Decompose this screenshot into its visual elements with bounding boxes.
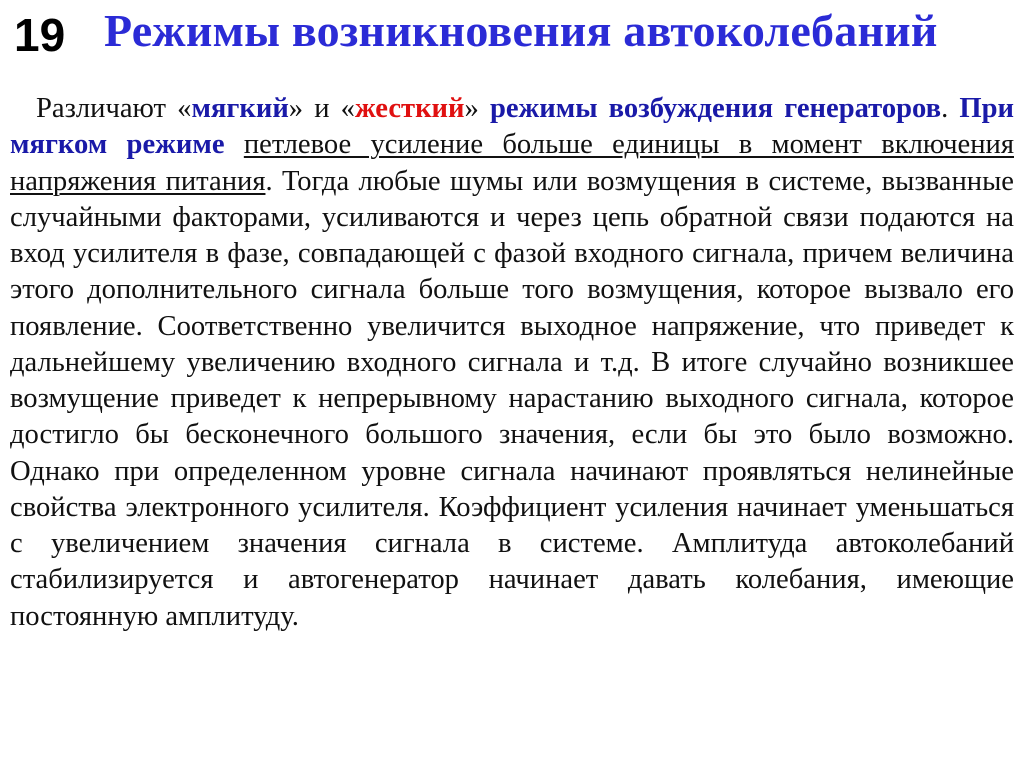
soft-mode-phrase: При мягком режиме	[10, 93, 1014, 161]
and-text: » и «	[288, 93, 355, 124]
close-quote-text: »	[464, 93, 490, 124]
period-text: .	[941, 93, 960, 124]
space-text	[225, 129, 244, 160]
intro-text: Различают «	[36, 93, 192, 124]
slide-number: 19	[14, 9, 66, 61]
slide-title: Режимы возникновения автоколебаний	[104, 5, 938, 56]
modes-phrase: режимы возбуждения генераторов	[489, 93, 942, 124]
hard-term: жесткий	[354, 93, 465, 124]
soft-term: мягкий	[191, 93, 289, 124]
underlined-phrase: петлевое усиление больше единицы в момент включения напряжения питания	[10, 129, 1014, 197]
rest-text: . Тогда любые шумы или возмущения в системе, вызванные случайными факторами, усиливаются и через цепь обратной связи подаются на вход усилителя в фазе, совпадающей с фазой входного сигнала, причем величина этого дополнительного сигнала больше того возмущения, которое вызвало его появление. Соответственно увеличится выходное напряжение, что приведет к дальнейшему увеличению входного сигнала и т.д. В итоге случайно возникшее возмущение приведет к непрерывному нарастанию выходного сигнала, которое достигло бы бесконечного большого значения, если бы это было возможно. Однако при определенном уровне сигнала начинают проявляться нелинейные свойства электронного усилителя. Коэффициент усиления начинает уменьшаться с увеличением значения сигнала в системе. Амплитуда автоколебаний стабилизируется и автогенератор начинает давать колебания, имеющие постоянную амплитуду.	[10, 165, 1014, 632]
body-paragraph	[10, 91, 1014, 635]
